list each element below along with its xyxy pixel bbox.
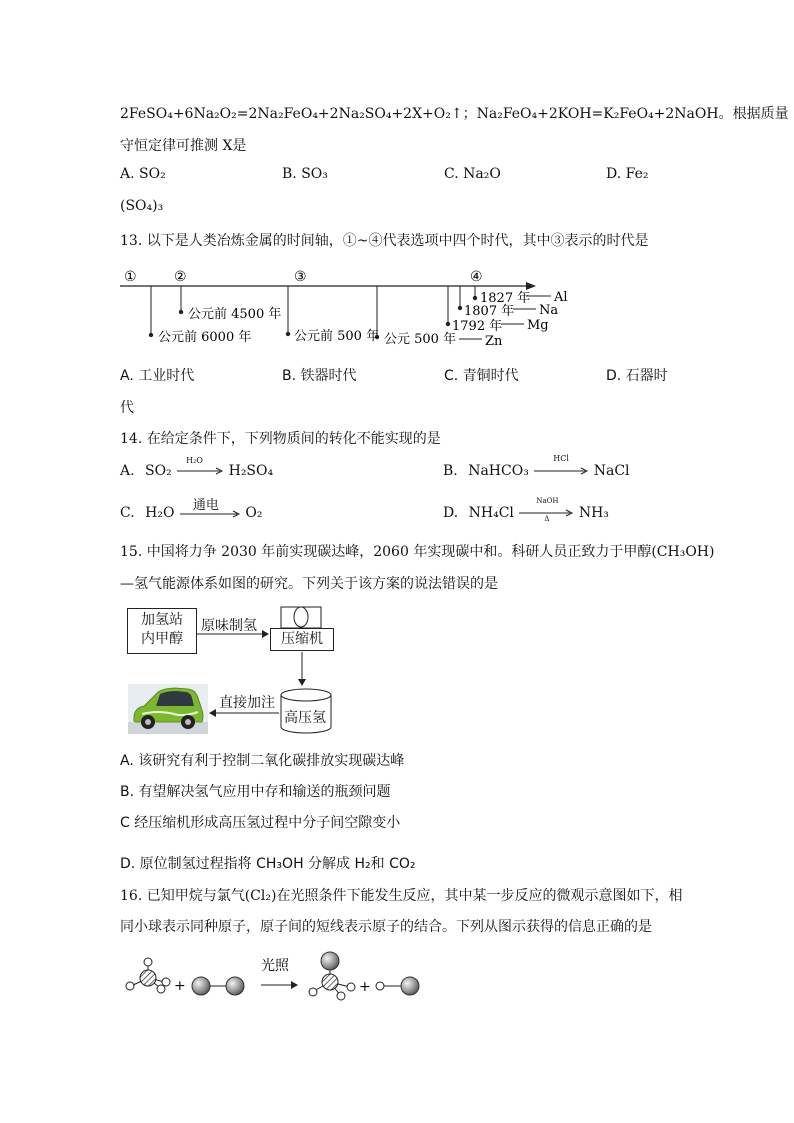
q14-b-arrow [533, 454, 589, 478]
timeline-marker-3: ③ [294, 269, 307, 285]
plus-sign-1: + [174, 978, 186, 994]
q14-a-arrow [176, 456, 224, 478]
q13-stem: 13. 以下是人类冶炼金属的时间轴，①~④代表选项中四个时代，其中③表示的时代是 [120, 233, 649, 249]
arrow-to-car [208, 707, 280, 719]
methanol-station-box [127, 608, 197, 654]
q14-d-product: NH₃ [578, 505, 609, 521]
q14-b-reactant: NaHCO₃ [468, 463, 529, 479]
q15-option-c: C 经压缩机形成高压氢过程中分子间空隙变小 [120, 815, 401, 831]
q14-option-d [443, 497, 609, 523]
label-1827: 1827 年 [480, 291, 531, 306]
q14-b-label: B. [443, 463, 458, 479]
station-line2: 内甲醇 [141, 631, 183, 647]
tank-label: 高压氢 [284, 710, 326, 726]
reaction-micro-diagram [118, 948, 428, 1008]
reaction-arrow [261, 981, 298, 989]
arrow2-label: 直接加注 [219, 695, 275, 711]
label-al: Al [554, 290, 568, 305]
q14-d-label: D. [443, 505, 459, 521]
q14-c-condition: 通电 [192, 498, 219, 513]
green-car-image [128, 684, 208, 734]
high-pressure-hydrogen-tank [280, 688, 332, 734]
q15-option-a: A. 该研究有利于控制二氧化碳排放实现碳达峰 [120, 753, 405, 769]
label-ad-500: 公元 500 年 [384, 332, 457, 347]
q15-stem-line2: —氢气能源体系如图的研究。下列关于该方案的说法错误的是 [120, 576, 498, 592]
timeline-marker-1: ① [124, 269, 137, 285]
chlorine-molecule [192, 977, 244, 995]
q13-option-d-cont: 代 [120, 400, 134, 416]
q13-option-b: B. 铁器时代 [282, 368, 357, 384]
q13-option-c: C. 青铜时代 [444, 368, 519, 384]
compressor-piston-icon [270, 606, 334, 630]
timeline-marker-4: ④ [470, 269, 483, 285]
q14-b-condition: HCl [553, 454, 569, 463]
q15-option-b: B. 有望解决氢气应用中存和输送的瓶颈问题 [120, 784, 391, 800]
q14-a-product: H₂SO₄ [228, 463, 274, 479]
plus-sign-2: + [359, 979, 371, 995]
q14-a-reactant: SO₂ [145, 463, 172, 479]
q12-stem-line1: 2FeSO₄+6Na₂O₂=2Na₂FeO₄+2Na₂SO₄+2X+O₂↑；Na₂FeO₄+2KOH=K₂FeO₄+2NaOH。根据质量 [120, 106, 789, 122]
label-na: Na [539, 303, 559, 318]
compressor-box: 压缩机 [270, 628, 334, 651]
q13-option-d: D. 石器时 [606, 368, 668, 384]
compressor [270, 606, 334, 652]
q14-c-arrow [179, 498, 241, 520]
q14-d-reactant: NH₄Cl [468, 505, 514, 521]
q12-stem-line2: 守恒定律可推测 X是 [120, 138, 247, 154]
label-1807: 1807 年 [464, 304, 515, 319]
label-bc-500: 公元前 500 年 [294, 329, 380, 344]
hydrogen-chloride-molecule [376, 977, 419, 995]
q14-c-product: O₂ [245, 505, 263, 521]
q14-c-label: C. [120, 505, 135, 521]
q12-option-d: D. Fe₂ [606, 166, 649, 182]
q16-stem-line2: 同小球表示同种原子，原子间的短线表示原子的结合。下列从图示获得的信息正确的是 [120, 919, 652, 935]
label-zn: Zn [485, 334, 503, 349]
q13-option-a: A. 工业时代 [120, 368, 195, 384]
q14-c-reactant: H₂O [145, 505, 175, 521]
label-mg: Mg [527, 318, 549, 333]
q14-b-product: NaCl [593, 463, 630, 479]
q14-d-condition-bottom: Δ [544, 515, 550, 523]
q12-option-d-cont: (SO₄)₃ [120, 198, 164, 214]
metal-timeline [118, 262, 568, 352]
station-line1: 加氢站 [141, 612, 183, 628]
q12-option-a: A. SO₂ [120, 166, 166, 182]
q12-option-c: C. Na₂O [444, 166, 501, 182]
timeline-arrowhead [526, 282, 536, 290]
q14-a-label: A. [120, 463, 135, 479]
arrow-to-compressor [196, 628, 270, 640]
methane-molecule [126, 958, 170, 993]
q15-option-d: D. 原位制氢过程指将 CH₃OH 分解成 H₂和 CO₂ [120, 856, 416, 872]
q14-stem: 14. 在给定条件下，下列物质间的转化不能实现的是 [120, 431, 441, 447]
q14-a-condition: H₂O [186, 456, 203, 465]
q12-option-b: B. SO₃ [282, 166, 328, 182]
arrow1-label: 原味制氢 [201, 618, 257, 634]
q14-option-a [120, 456, 274, 479]
q14-option-b [443, 454, 630, 479]
q14-option-c [120, 498, 263, 521]
arrow-to-tank [296, 652, 308, 688]
timeline-marker-2: ② [174, 269, 187, 285]
q16-stem-line1: 16. 已知甲烷与氯气(Cl₂)在光照条件下能发生反应，其中某一步反应的微观示意图如下，相 [120, 888, 683, 904]
label-bc-4500: 公元前 4500 年 [188, 307, 282, 322]
chloromethane-molecule [309, 952, 355, 1000]
q14-d-arrow [518, 497, 574, 523]
label-bc-6000: 公元前 6000 年 [158, 330, 252, 345]
label-1792: 1792 年 [452, 319, 503, 334]
light-condition-label: 光照 [261, 958, 289, 974]
q15-stem-line1: 15. 中国将力争 2030 年前实现碳达峰，2060 年实现碳中和。科研人员正致力于甲醇(CH₃OH) [120, 544, 715, 560]
q14-d-condition-top: NaOH [536, 497, 559, 505]
